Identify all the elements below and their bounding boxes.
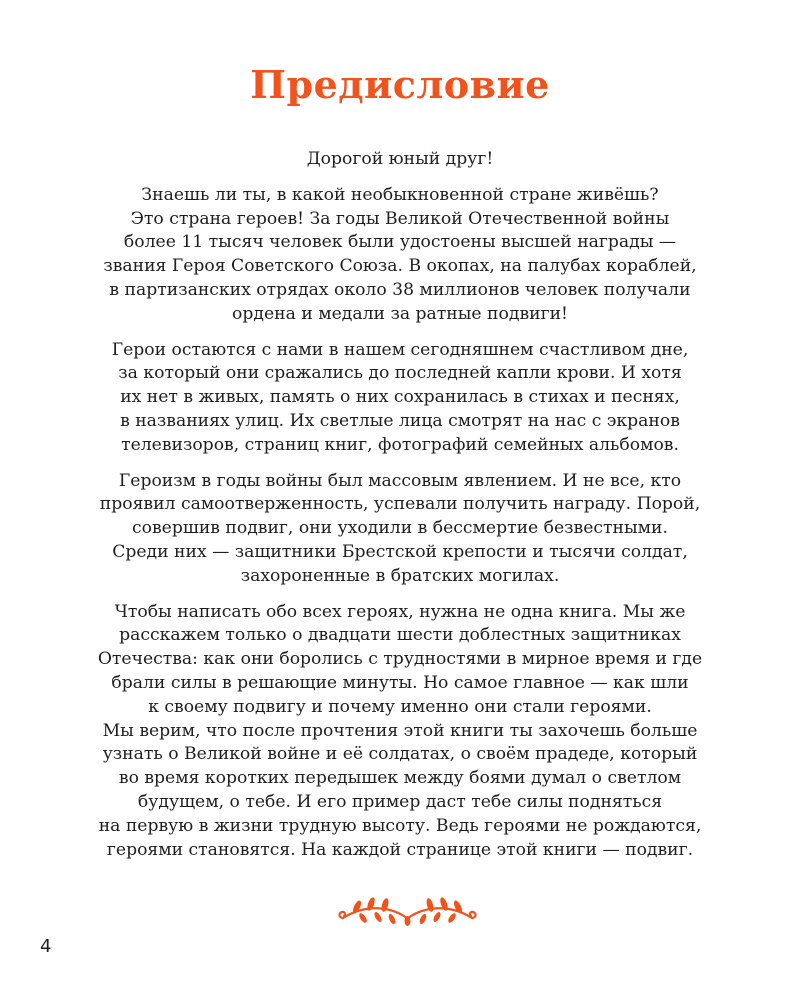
text-line: их нет в живых, память о них сохранилась в стихах и песнях, bbox=[120, 387, 680, 408]
text-line: ордена и медали за ратные подвиги! bbox=[232, 303, 568, 324]
text-line: будущем, о тебе. И его пример даст тебе силы подняться bbox=[137, 791, 663, 812]
text-line: Чтобы написать обо всех героях, нужна не одна книга. Мы же bbox=[114, 601, 686, 622]
text-line: Отечества: как они боролись с трудностями в мирное время и где bbox=[97, 649, 703, 670]
greeting: Дорогой юный друг! bbox=[306, 149, 494, 169]
preface-body bbox=[90, 148, 710, 862]
text-line: на первую в жизни трудную высоту. Ведь героями не рождаются, bbox=[98, 815, 702, 836]
text-line: в партизанских отрядах около 38 миллионов человек получали bbox=[109, 279, 691, 300]
text-line: расскажем только о двадцати шести доблестных защитниках bbox=[119, 625, 681, 646]
text-line: в названиях улиц. Их светлые лица смотрят на нас с экранов bbox=[120, 410, 680, 431]
text-line: звания Героя Советского Союза. В окопах, на палубах кораблей, bbox=[103, 256, 697, 277]
page-title: Предисловие bbox=[250, 62, 550, 107]
floral-divider-icon bbox=[335, 896, 480, 930]
text-line: за который они сражались до последней капли крови. И хотя bbox=[118, 363, 682, 384]
text-line: к своему подвигу и почему именно они стали героями. bbox=[148, 696, 652, 717]
text-line: совершив подвиг, они уходили в бессмертие безвестными. bbox=[132, 518, 668, 539]
text-line: брали силы в решающие минуты. Но самое главное — как шли bbox=[111, 672, 689, 693]
text-line: проявил самоотверженность, успевали получить награду. Порой, bbox=[99, 494, 701, 515]
text-line: захороненные в братских могилах. bbox=[240, 565, 560, 586]
text-line: Мы верим, что после прочтения этой книги ты захочешь больше bbox=[102, 720, 698, 741]
paragraph-3 bbox=[90, 470, 710, 589]
paragraph-2 bbox=[90, 339, 710, 458]
text-line: во время коротких передышек между боями думал о светлом bbox=[118, 768, 682, 789]
text-line: героями становятся. На каждой странице этой книги — подвиг. bbox=[106, 839, 694, 860]
text-line: более 11 тысяч человек были удостоены высшей награды — bbox=[123, 232, 677, 253]
text-line: Героизм в годы войны был массовым явлением. И не все, кто bbox=[118, 470, 682, 491]
text-line: Среди них — защитники Брестской крепости и тысячи солдат, bbox=[112, 541, 688, 562]
paragraph-1 bbox=[90, 184, 710, 327]
text-line: Знаешь ли ты, в какой необыкновенной стране живёшь? bbox=[141, 184, 659, 205]
page-number: 4 bbox=[40, 936, 52, 957]
paragraph-4 bbox=[90, 601, 710, 863]
text-line: Герои остаются с нами в нашем сегодняшнем счастливом дне, bbox=[111, 339, 689, 360]
text-line: телевизоров, страниц книг, фотографий семейных альбомов. bbox=[121, 434, 679, 455]
text-line: Это страна героев! За годы Великой Отечественной войны bbox=[130, 208, 670, 229]
text-line: узнать о Великой войне и её солдатах, о своём прадеде, который bbox=[102, 744, 698, 765]
